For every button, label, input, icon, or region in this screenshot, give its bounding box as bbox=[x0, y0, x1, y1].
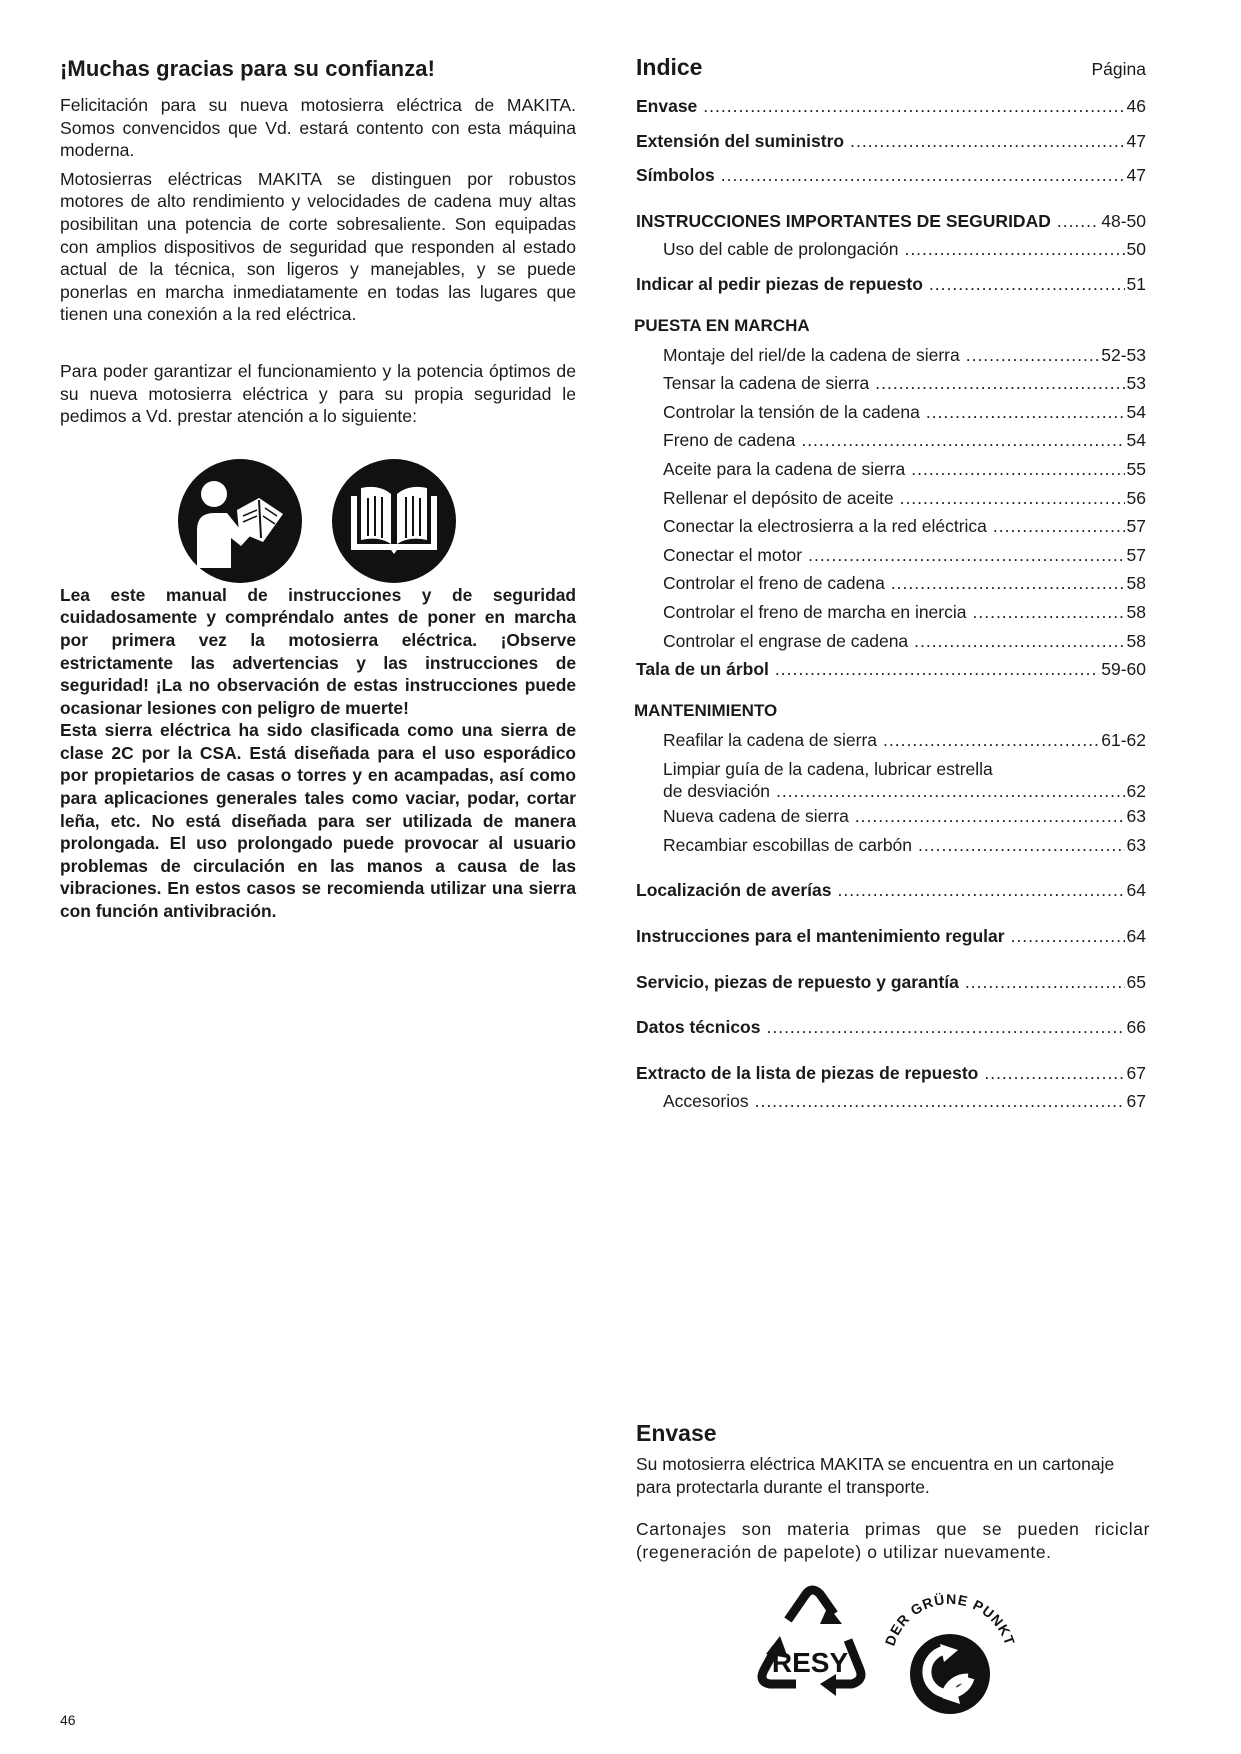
csa-classification-note: Esta sierra eléctrica ha sido clasificada como una sierra de clase 2C por la CSA. Está diseñada para el uso esporádico por propietarios de casas o torres y en acampadas, así como para aplicaciones generales tales como vaciar, podar, cortar leña, etc. No está diseñada para ser utilizada de manera prolongada. El uso prolongado puede provocar al usuario problemas de circulación en las manos a causa de las vibraciones. En estos casos se recomienda utilizar una sierra con función antivibración. bbox=[60, 720, 576, 922]
toc-entry[interactable]: Envase ..... 46 bbox=[636, 92, 1146, 121]
toc-entry[interactable]: Tala de un árbol ..... 59-60 bbox=[636, 655, 1146, 684]
toc-entry[interactable]: Aceite para la cadena de sierra ..... 55 bbox=[636, 455, 1146, 484]
toc-section-heading: PUESTA EN MARCHA bbox=[634, 315, 810, 335]
toc-page-label: Página bbox=[1091, 59, 1146, 79]
envase-title: Envase bbox=[636, 1420, 717, 1446]
toc-section-heading: MANTENIMIENTO bbox=[634, 700, 778, 720]
toc-entry[interactable]: Instrucciones para el mantenimiento regular ..... 64 bbox=[636, 922, 1146, 951]
features-paragraph: Motosierras eléctricas MAKITA se distinguen por robustos motores de alto rendimiento y velocidades de cadena muy altas posibilitan una potencia de corte sobresaliente. Son equipadas con amplios dispositivos de seguridad que responden al estado actual de la técnica, son ligeros y manejables, y se puede ponerlas en marcha inmediatamente en todas las lugares que tienen una conexión a la red eléctrica. bbox=[60, 168, 576, 325]
der-gruene-punkt-logo bbox=[882, 1591, 1019, 1714]
toc-entry[interactable]: Conectar el motor ..... 57 bbox=[636, 541, 1146, 570]
toc-entry[interactable]: Controlar el freno de cadena ..... 58 bbox=[636, 569, 1146, 598]
resy-recycle-logo bbox=[762, 1590, 861, 1696]
toc-entry[interactable]: Freno de cadena ..... 54 bbox=[636, 426, 1146, 455]
toc-entry[interactable]: Rellenar el depósito de aceite ..... 56 bbox=[636, 484, 1146, 513]
safety-warning: Lea este manual de instrucciones y de seguridad cuidadosamente y compréndalo antes de poner en marcha por primera vez la motosierra eléctrica. ¡Observe estrictamente las advertencias y las instrucciones de seguridad! ¡La no observación de estas instrucciones puede ocasionar lesiones con peligro de muerte! bbox=[60, 584, 576, 718]
toc-entry[interactable]: Símbolos ..... 47 bbox=[636, 161, 1146, 190]
toc-entry[interactable]: Montaje del riel/de la cadena de sierra ..... 52-53 bbox=[636, 341, 1146, 370]
toc-entry[interactable]: Controlar el freno de marcha en inercia ..... 58 bbox=[636, 598, 1146, 627]
envase-paragraph: Su motosierra eléctrica MAKITA se encuentra en un cartonaje para protectarla durante el transporte. bbox=[636, 1454, 1115, 1497]
toc-entry[interactable]: Reafilar la cadena de sierra ..... 61-62 bbox=[636, 726, 1146, 755]
svg-text:DER GRÜNE PUNKT: DER GRÜNE PUNKT bbox=[881, 1590, 1019, 1648]
toc-entry[interactable]: Datos técnicos ..... 66 bbox=[636, 1013, 1146, 1042]
page-number: 46 bbox=[60, 1712, 76, 1728]
attention-paragraph: Para poder garantizar el funcionamiento y la potencia óptimos de su nueva motosierra eléctrica y para su propia seguridad le pedimos a Vd. prestar atención a lo siguiente: bbox=[60, 360, 576, 427]
toc-entry-first-line[interactable]: Limpiar guía de la cadena, lubricar estrella bbox=[663, 759, 993, 780]
table-of-contents bbox=[636, 54, 1146, 1116]
envase-section bbox=[636, 1420, 1150, 1583]
toc-entry[interactable]: Nueva cadena de sierra ..... 63 bbox=[636, 802, 1146, 831]
toc-entry[interactable]: Tensar la cadena de sierra ..... 53 bbox=[636, 369, 1146, 398]
recycling-logos bbox=[750, 1580, 1030, 1720]
toc-entry[interactable]: Extracto de la lista de piezas de repuesto ..... 67 bbox=[636, 1059, 1146, 1088]
toc-entry[interactable]: Uso del cable de prolongación ..... 50 bbox=[636, 235, 1146, 264]
toc-entry[interactable]: Extensión del suministro ..... 47 bbox=[636, 127, 1146, 156]
intro-paragraph: Felicitación para su nueva motosierra eléctrica de MAKITA. Somos convencidos que Vd. estará contento con esta máquina moderna. bbox=[60, 95, 576, 161]
svg-text:RESY: RESY bbox=[771, 1647, 849, 1678]
toc-header bbox=[636, 54, 1146, 92]
page-title: ¡Muchas gracias para su confianza! bbox=[60, 56, 436, 81]
toc-entry[interactable]: Recambiar escobillas de carbón ..... 63 bbox=[636, 831, 1146, 860]
toc-entry[interactable]: Controlar el engrase de cadena ..... 58 bbox=[636, 627, 1146, 656]
left-column bbox=[60, 56, 576, 923]
toc-entry[interactable]: INSTRUCCIONES IMPORTANTES DE SEGURIDAD ..... 48-50 bbox=[636, 207, 1146, 236]
toc-entry[interactable]: Accesorios ..... 67 bbox=[636, 1087, 1146, 1116]
toc-entry[interactable]: Conectar la electrosierra a la red eléctrica ..... 57 bbox=[636, 512, 1146, 541]
toc-entry[interactable]: Localización de averías ..... 64 bbox=[636, 876, 1146, 905]
toc-entry[interactable]: de desviación ..... 62 bbox=[636, 780, 1146, 802]
read-manual-person-icon bbox=[177, 458, 303, 584]
open-book-icon bbox=[331, 458, 457, 584]
recycle-paragraph: Cartonajes son materia primas que se pueden riciclar (regeneración de papelote) o utilizar nuevamente. bbox=[636, 1519, 1150, 1562]
toc-entry[interactable]: Controlar la tensión de la cadena ..... 54 bbox=[636, 398, 1146, 427]
toc-entry[interactable]: Servicio, piezas de repuesto y garantía ..... 65 bbox=[636, 968, 1146, 997]
toc-entry[interactable]: Indicar al pedir piezas de repuesto ..... 51 bbox=[636, 270, 1146, 299]
toc-title: Indice bbox=[636, 54, 703, 80]
manual-icons bbox=[177, 458, 576, 584]
